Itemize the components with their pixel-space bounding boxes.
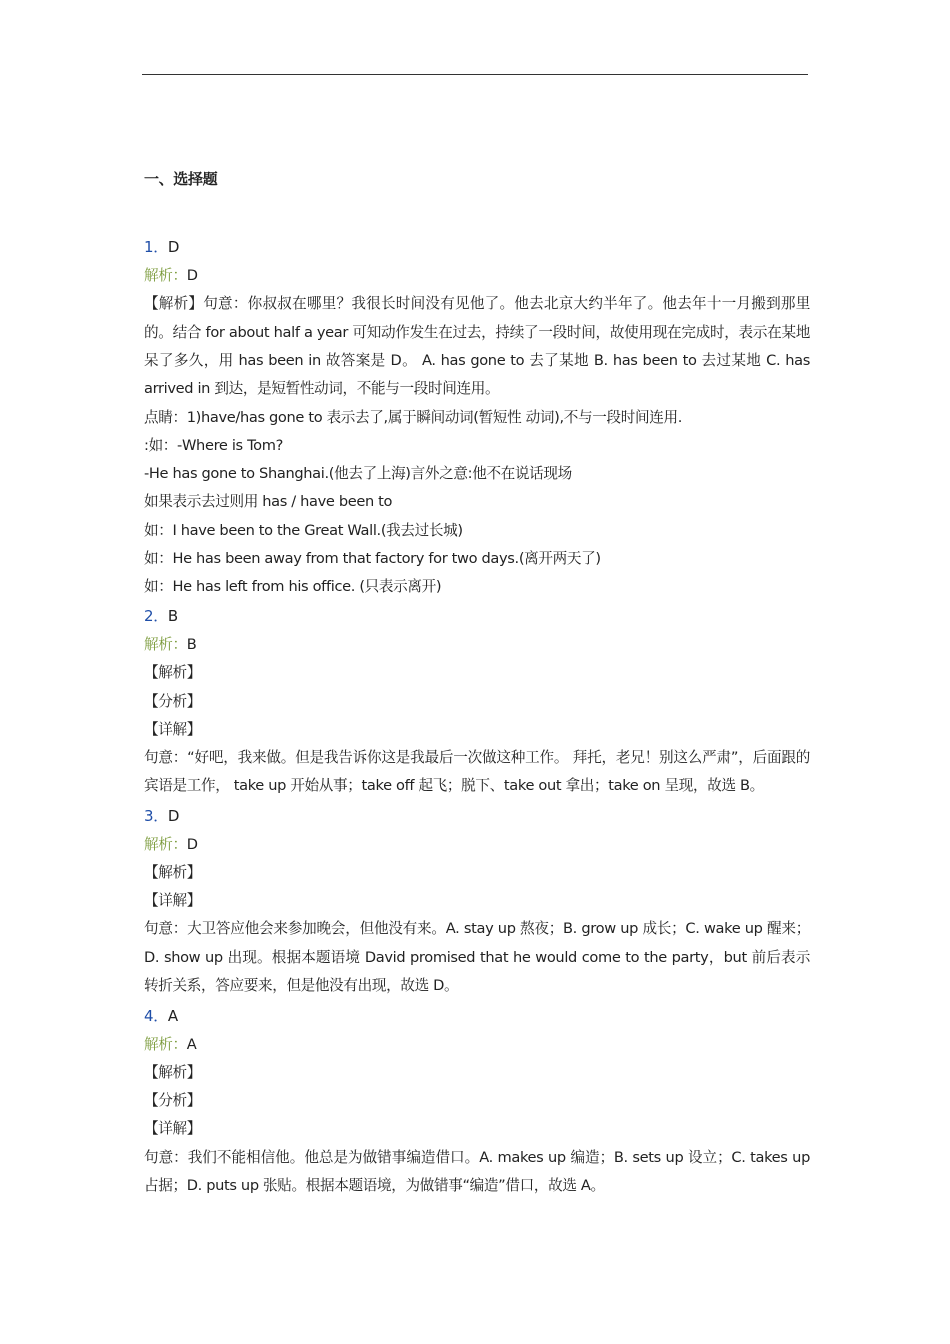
explanation-line: 如：He has been away from that factory for two days.(离开两天了)	[144, 549, 601, 567]
question-number: 1．	[144, 238, 168, 256]
explanation-line: -He has gone to Shanghai.(他去了上海)言外之意:他不在说话现场	[144, 465, 572, 483]
explanation-line: :如：-Where is Tom?	[144, 437, 283, 455]
analysis-line	[144, 1031, 810, 1059]
header-rule	[142, 74, 808, 75]
question-answer: B	[167, 607, 178, 626]
explanation-paragraph: 句意：“好吧，我来做。但是我告诉你这是我最后一次做这种工作。 拜托，老兄！别这么严肃”，后面跟的宾语是工作， take up 开始从事；take off 起飞；脱下、take out 拿出；take on 呈现，故选 B。	[144, 749, 810, 795]
explanation-tag: 【详解】	[144, 720, 201, 738]
question-number: 2．	[144, 607, 168, 626]
analysis-label: 解析：	[144, 835, 187, 853]
analysis-line	[144, 831, 810, 859]
analysis-answer: A	[186, 1035, 197, 1053]
explanation-paragraph: 句意：我们不能相信他。他总是为做错事编造借口。A. makes up 编造；B. sets up 设立；C. takes up 占据；D. puts up 张贴。根据本题语境，为做错事“编造”借口，故选 A。	[144, 1148, 810, 1194]
question-number: 4．	[144, 1006, 168, 1025]
question-1	[144, 232, 810, 601]
question-number: 3．	[144, 806, 168, 825]
analysis-label: 解析：	[144, 1035, 187, 1053]
analysis-answer: D	[186, 267, 198, 284]
question-answer: A	[167, 1006, 178, 1025]
question-header	[144, 601, 810, 631]
explanation-line: 如：I have been to the Great Wall.(我去过长城)	[144, 521, 463, 539]
analysis-line	[144, 631, 810, 659]
question-header	[144, 1001, 810, 1031]
explanation-tag: 【分析】	[144, 692, 201, 710]
explanation-paragraph: 【解析】句意：你叔叔在哪里？我很长时间没有见他了。他去北京大约半年了。他去年十一月搬到那里的。结合 for about half a year 可知动作发生在过去，持续了一段时间，故使用现在完成时，表示在某地呆了多久，用 has been in 故答案是 D。 A. has gone to 去了某地 B. has been to 去过某地 C. has arrived in 到达，是短暂性动词，不能与一段时间连用。	[144, 295, 810, 398]
analysis-answer: B	[186, 636, 197, 654]
explanation-line: 点睛：1)have/has gone to 表示去了,属于瞬间动词(暂短性 动词),不与一段时间连用.	[144, 408, 683, 426]
explanation-tag: 【解析】	[144, 664, 201, 682]
question-3	[144, 801, 810, 1001]
analysis-label: 解析：	[144, 267, 187, 284]
question-answer: D	[167, 238, 180, 256]
explanation-tag: 【解析】	[144, 1063, 201, 1081]
analysis-label: 解析：	[144, 636, 187, 654]
section-title: 一、选择题	[144, 170, 218, 188]
question-header	[144, 232, 810, 262]
explanation-tag: 【解析】	[144, 864, 201, 882]
explanation-line: 如：He has left from his office. (只表示离开)	[144, 578, 442, 596]
explanation-tag: 【详解】	[144, 1120, 201, 1138]
explanation-paragraph: 句意：大卫答应他会来参加晚会，但他没有来。A. stay up 熬夜；B. grow up 成长；C. wake up 醒来；D. show up 出现。根据本题语境 David promised that he would come to the party，but 前后表示转折关系，答应要来，但是他没有出现，故选 D。	[144, 920, 810, 995]
analysis-line	[144, 262, 810, 290]
explanation-tag: 【详解】	[144, 892, 201, 910]
question-4	[144, 1001, 810, 1201]
question-2	[144, 601, 810, 801]
explanation-line: 如果表示去过则用 has / have been to	[144, 493, 393, 511]
explanation-tag: 【分析】	[144, 1092, 201, 1110]
document-body	[144, 168, 810, 1200]
question-header	[144, 801, 810, 831]
analysis-answer: D	[186, 835, 198, 853]
question-answer: D	[167, 806, 180, 825]
